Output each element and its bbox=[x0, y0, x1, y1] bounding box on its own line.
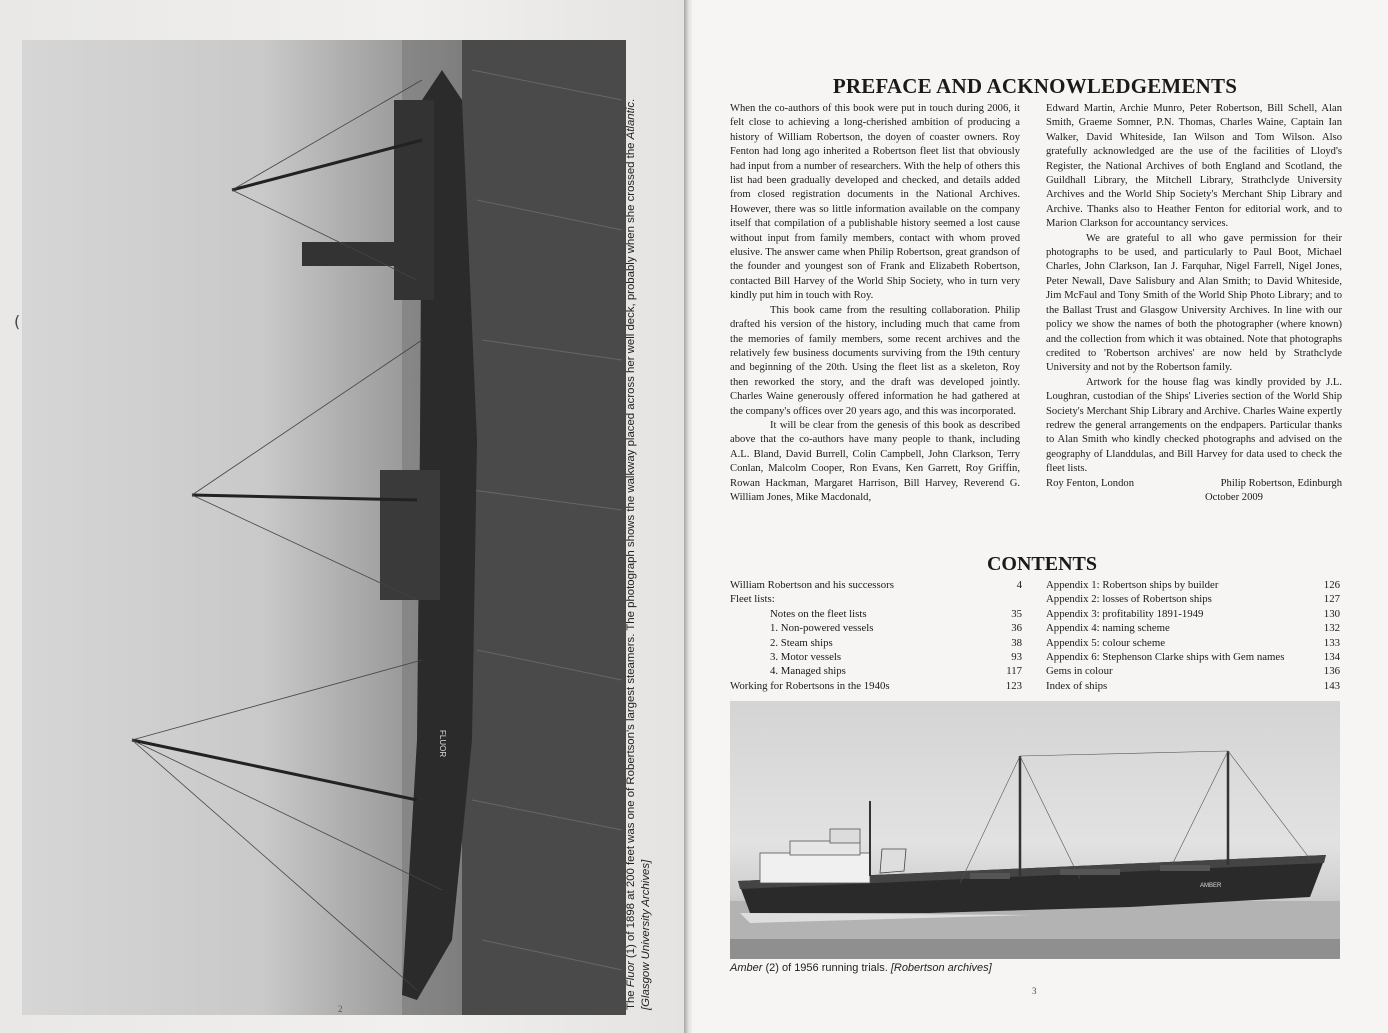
contents-entry bbox=[1046, 621, 1340, 635]
preface-paragraph: We are grateful to all who gave permission for their photographs to be used, and particularly to Paul Boot, Michael Charles, John Clarkson, Ian J. Farquhar, Nigel Farrell, Nigel Jones, Peter Newall, Dave Salisbury and Alan Smith; to David Whiteside, Jim McFaul and Tony Smith of the World Ship Photo Library; and to the Ballast Trust and Glasgow University Archives. In line with our policy we show the names of both the photographer (where known) and the collection from which it was obtained. Note that photographs credited to 'Robertson archives' are now held by Strathclyde University and not by the Robertson family. bbox=[1046, 232, 1342, 374]
contents-entry bbox=[730, 578, 1022, 592]
contents-entry-title: Appendix 1: Robertson ships by builder bbox=[1046, 579, 1219, 591]
contents-entry bbox=[730, 636, 1022, 650]
preface-column-2 bbox=[1046, 102, 1342, 505]
contents-list-left bbox=[730, 578, 1022, 693]
fluor-hull-name: FLUOR bbox=[438, 730, 447, 758]
contents-entry-page: 136 bbox=[1323, 665, 1340, 678]
amber-hull-name: AMBER bbox=[1200, 883, 1222, 889]
contents-entry-page: 93 bbox=[1011, 650, 1022, 663]
contents-entry bbox=[730, 607, 1022, 621]
contents-entry-page: 133 bbox=[1323, 636, 1340, 649]
contents-entry bbox=[1046, 650, 1340, 664]
contents-entry-title: William Robertson and his successors bbox=[730, 579, 894, 591]
amber-caption-credit: [Robertson archives] bbox=[890, 962, 992, 974]
contents-entry-page: 143 bbox=[1323, 679, 1340, 692]
contents-entry bbox=[1046, 592, 1340, 606]
caption-atlantic: Atlantic bbox=[625, 101, 637, 140]
amber-sea-dark bbox=[730, 939, 1340, 959]
right-page bbox=[692, 0, 1388, 1033]
contents-entry-title: 3. Motor vessels bbox=[770, 650, 842, 663]
preface-column-1 bbox=[730, 102, 1020, 505]
fluor-photo-caption bbox=[624, 80, 654, 1010]
amber-hatch bbox=[1160, 865, 1210, 871]
contents-entry-page: 35 bbox=[1011, 607, 1022, 620]
contents-list-right bbox=[1046, 578, 1340, 693]
contents-entry-title: 2. Steam ships bbox=[770, 636, 833, 649]
contents-entry-title: Appendix 2: losses of Robertson ships bbox=[1046, 593, 1212, 606]
fluor-ship-photo bbox=[22, 40, 626, 1015]
contents-entry-page: 38 bbox=[1011, 636, 1022, 649]
amber-aft-house bbox=[760, 853, 870, 883]
contents-entry bbox=[730, 592, 1022, 606]
contents-entry bbox=[730, 679, 1022, 693]
contents-entry bbox=[730, 650, 1022, 664]
contents-entry-page: 127 bbox=[1323, 593, 1340, 606]
caption-ship-name: Fluor bbox=[625, 961, 637, 988]
contents-entry-page: 132 bbox=[1323, 622, 1340, 635]
signoff-robertson: Philip Robertson, Edinburgh bbox=[1220, 477, 1342, 489]
contents-entry bbox=[1046, 679, 1340, 693]
preface-paragraph: It will be clear from the genesis of this book as described above that the co-authors have many people to thank, including A.L. Bland, David Burrell, Colin Campbell, John Clarkson, Terry Conlan, Malcolm Cooper, Ron Evans, Ken Garrett, Roy Griffin, Rowan Hackman, Margaret Harrison, Bill Harvey, Reverend G. William Jones, Mike Macdonald, bbox=[730, 419, 1020, 503]
right-page-number: 3 bbox=[1032, 986, 1037, 996]
contents-entry-title: 4. Managed ships bbox=[770, 665, 846, 678]
preface-title: PREFACE AND ACKNOWLEDGEMENTS bbox=[832, 74, 1238, 98]
page-edge-mark: ( bbox=[14, 312, 21, 331]
contents-title: CONTENTS bbox=[986, 553, 1098, 575]
contents-entry bbox=[1046, 636, 1340, 650]
signoff bbox=[1046, 477, 1342, 491]
preface-paragraph: This book came from the resulting collaboration. Philip drafted his version of the history, including much that came from the memories of family members, some recent archives and the relatively few business documents surviving from the 19th century and beginning of the 20th. Using the fleet list as a skeleton, Roy then reworked the story, and the draft was developed jointly. Charles Waine generously offered information he had gathered at the company's offices over 20 years ago, and this was incorporated. bbox=[730, 304, 1020, 417]
fluor-ship-illustration bbox=[22, 40, 626, 1015]
caption-credit: [Glasgow University Archives] bbox=[640, 859, 652, 1010]
contents-entry-page: 36 bbox=[1011, 622, 1022, 635]
contents-entry-title: Appendix 3: profitability 1891-1949 bbox=[1046, 607, 1204, 620]
amber-wheelhouse bbox=[830, 829, 860, 843]
left-page-number: 2 bbox=[338, 1004, 343, 1014]
contents-entry bbox=[1046, 578, 1340, 592]
signoff-date: October 2009 bbox=[1205, 491, 1263, 503]
amber-hatch bbox=[1060, 869, 1120, 875]
amber-ship-illustration bbox=[730, 701, 1340, 959]
contents-entry bbox=[730, 621, 1022, 635]
contents-entry-page: 134 bbox=[1323, 650, 1340, 663]
fluor-aft-house bbox=[394, 100, 434, 300]
contents-entry-page: 123 bbox=[1005, 679, 1022, 692]
fluor-bridge bbox=[380, 470, 440, 600]
amber-photo-caption: Amber (2) of 1956 running trials. [Robertson archives] bbox=[730, 962, 992, 974]
left-page bbox=[0, 0, 684, 1033]
preface-paragraph: Artwork for the house flag was kindly provided by J.L. Loughran, custodian of the Ships' Liveries section of the World Ship Society's Merchant Ship Library and Archive. Charles Waine expertly redrew the general arrangements on the endpapers. Particular thanks to Alan Smith who kindly checked photographs and advised on the geography of Llanddulas, and Bill Harvey for data used to check the fleet lists. bbox=[1046, 376, 1342, 475]
amber-funnel bbox=[880, 849, 906, 873]
contents-entry-title: Appendix 4: naming scheme bbox=[1046, 622, 1170, 635]
preface-paragraph: When the co-authors of this book were put in touch during 2006, it felt close to achieving a long-cherished ambition of producing a history of William Robertson, the doyen of coaster owners. Roy Fenton had long ago inherited a Robertson fleet list that obviously had input from a number of researchers. With the help of others this list had been gradually developed and checked, and details added from closed registration documents in the National Archives. However, there was so little information available on the company itself that compilation of a publishable history seemed a lost cause without input from family members, contact with whom proved elusive. The answer came when Philip Robertson, great grandson of the founder and youngest son of Frank and Elizabeth Robertson, contacted Bill Harvey of the World Ship Society, who in turn very kindly put him in touch with Roy. bbox=[730, 103, 1020, 302]
contents-entry-page: 4 bbox=[1016, 579, 1022, 591]
caption-line-1: The Fluor (1) of 1898 at 200 feet was one of Robertson's largest steamers. The photograph shows the walkway placed across her well deck, probably when she crossed the Atlantic. bbox=[625, 98, 637, 1010]
contents-entry bbox=[730, 664, 1022, 678]
signoff-fenton: Roy Fenton, London bbox=[1046, 477, 1134, 489]
contents-entry-page: 126 bbox=[1323, 579, 1340, 591]
preface-paragraph: Edward Martin, Archie Munro, Peter Robertson, Bill Schell, Alan Smith, Graeme Somner, P.N. Thomas, Charles Waine, Captain Ian Walker, David Whiteside, Ian Wilson and Tom Wilson. Also gratefully acknowledged are the use of the facilities of Lloyd's Register, the National Archives of both England and Scotland, the Guildhall Library, the Mitchell Library, Strathclyde University Archives and the World Ship Society's Merchant Ship Library and Archive. Thanks also to Heather Fenton for editorial work, and to Marion Clarkson for accountancy services. bbox=[1046, 103, 1342, 230]
water-dark bbox=[462, 40, 626, 1015]
contents-entry-title: Notes on the fleet lists bbox=[770, 607, 867, 620]
contents-entry-title: Index of ships bbox=[1046, 679, 1108, 692]
contents-entry-title: 1. Non-powered vessels bbox=[770, 622, 874, 635]
amber-ship-photo bbox=[730, 701, 1340, 959]
contents-entry-title: Appendix 5: colour scheme bbox=[1046, 636, 1166, 649]
contents-entry-title: Working for Robertsons in the 1940s bbox=[730, 679, 890, 692]
amber-caption-ship: Amber bbox=[730, 962, 763, 974]
amber-hatch bbox=[970, 873, 1010, 879]
contents-entry bbox=[1046, 664, 1340, 678]
fluor-mizzen-mast bbox=[232, 140, 422, 190]
contents-entry-page: 130 bbox=[1323, 607, 1340, 620]
contents-entry-title: Gems in colour bbox=[1046, 665, 1113, 678]
contents-entry-title: Appendix 6: Stephenson Clarke ships with Gem names bbox=[1046, 650, 1285, 663]
contents-entry bbox=[1046, 607, 1340, 621]
contents-entry-page: 117 bbox=[1006, 665, 1022, 678]
contents-entry-title: Fleet lists: bbox=[730, 593, 775, 606]
fluor-fore-mast bbox=[132, 740, 417, 800]
